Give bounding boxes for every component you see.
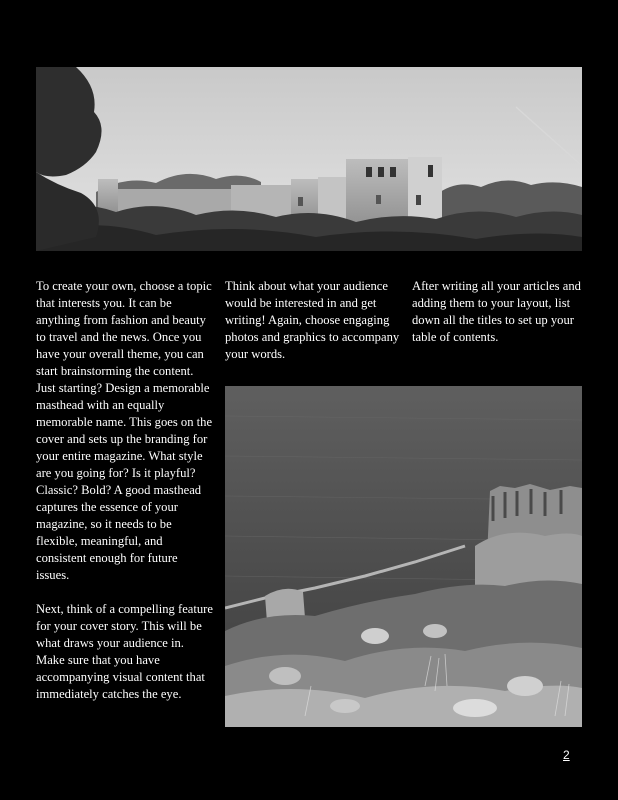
column1-paragraph-1: To create your own, choose a topic that interests you. It can be anything from fashion and beauty to travel and the news. Once you have your overall theme, you can start brainstorming the content. Just starting? Design a memorable masthead with an equally memorable name. This goes on the cover and sets up the branding for your entire magazine. What style are you going for? Is it playful? Classic? Bold? A good masthead captures the essence of your magazine, so it needs to be flexible, meaningful, and consistent enough for future issues. <box>36 279 213 582</box>
castle-ruins-image <box>36 67 582 251</box>
text-column-3 <box>412 278 584 346</box>
text-column-2 <box>225 278 401 363</box>
column3-paragraph-1: After writing all your articles and adding them to your layout, list down all the titles to set up your table of contents. <box>412 279 581 344</box>
column1-paragraph-2: Next, think of a compelling feature for your cover story. This will be what draws your audience in. Make sure that you have accompanying visual content that immediately catches the eye. <box>36 602 213 701</box>
fortress-coast-image <box>225 386 582 727</box>
fortress-coast-photo <box>225 386 582 727</box>
text-column-1 <box>36 278 214 703</box>
page-number: 2 <box>563 748 570 762</box>
column2-paragraph-1: Think about what your audience would be interested in and get writing! Again, choose engaging photos and graphics to accompany your words. <box>225 279 400 361</box>
castle-ruins-photo <box>36 67 582 251</box>
